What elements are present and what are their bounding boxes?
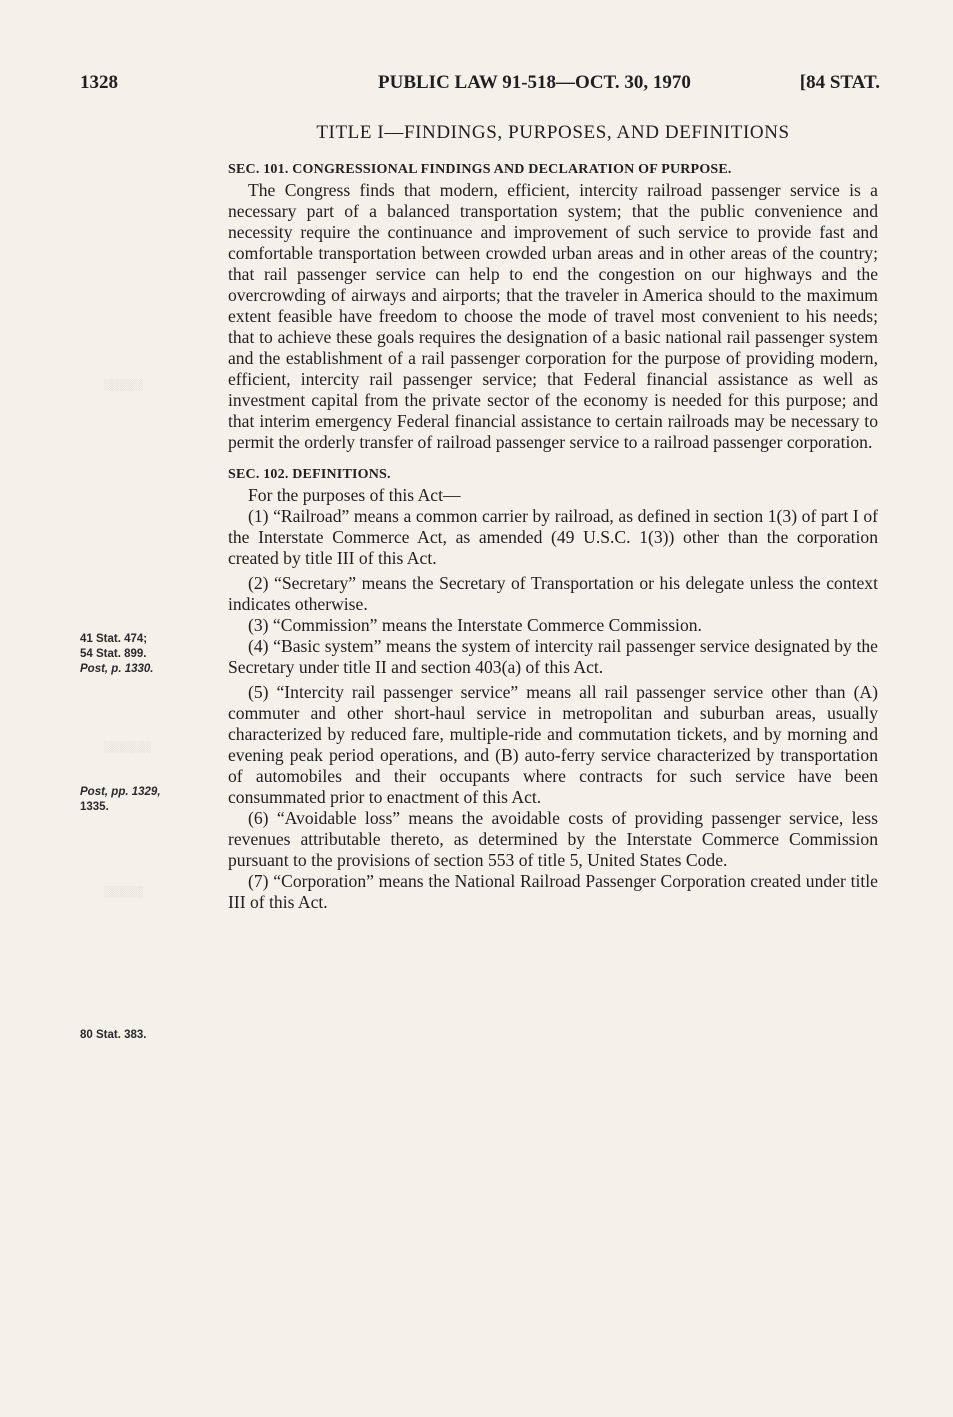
section-heading-102: SEC. 102. DEFINITIONS.	[228, 467, 391, 482]
definition-item: (7) “Corporation” means the National Railroad Passenger Corporation created under title III of this Act.	[228, 871, 878, 912]
body-column	[228, 160, 878, 913]
bleed-through-mark: ░░░░░	[104, 379, 143, 391]
margin-note-line: 54 Stat. 899.	[80, 648, 147, 660]
definition-item: (3) “Commission” means the Interstate Commerce Commission.	[248, 615, 702, 635]
margin-note-citation	[80, 632, 220, 677]
bleed-through-mark: ░░░░░	[104, 886, 143, 898]
running-head	[80, 72, 880, 96]
margin-note-line: 1335.	[80, 801, 109, 813]
section-101-text: The Congress finds that modern, efficient, intercity railroad passenger service is a necessary part of a balanced transportation system; that the public convenience and necessity require the continuance and improvement of such service to provide fast and comfortable transportation between crowded urban areas and in other areas of the country; that rail passenger service can help to end the congestion on our highways and the overcrowding of airways and airports; that the traveler in America should to the maximum extent feasible have freedom to choose the mode of travel most convenient to his needs; that to achieve these goals requires the designation of a basic national rail passenger system and the establishment of a rail passenger corporation for the purpose of providing modern, efficient, intercity rail passenger service; that Federal financial assistance as well as investment capital from the private sector of the economy is needed for this purpose; and that interim emergency Federal financial assistance to certain railroads may be necessary to permit the orderly transfer of railroad passenger service to a railroad passenger corporation.	[228, 180, 878, 452]
margin-note-line: Post, p. 1330.	[80, 663, 154, 675]
section-heading-101: SEC. 101. CONGRESSIONAL FINDINGS AND DECLARATION OF PURPOSE.	[228, 162, 732, 177]
definition-item: (1) “Railroad” means a common carrier by railroad, as defined in section 1(3) of part I of the Interstate Commerce Act, as amended (49 U.S.C. 1(3)) other than the corporation created by title III of this Act.	[228, 506, 878, 568]
title-heading: TITLE I—FINDINGS, PURPOSES, AND DEFINITIONS	[316, 122, 790, 143]
bleed-through-mark: ░░░░░░	[104, 741, 151, 753]
margin-note-line: 41 Stat. 474;	[80, 633, 148, 645]
definition-item: (5) “Intercity rail passenger service” means all rail passenger service other than (A) commuter and other short-haul service in metropolitan and suburban areas, usually characterized by reduced fare, multiple-ride and commutation tickets, and by morning and evening peak period operations, and (B) auto-ferry service characterized by transportation of automobiles and their occupants where contracts for such service have been consummated prior to enactment of this Act.	[228, 682, 878, 807]
definition-item: (2) “Secretary” means the Secretary of Transportation or his delegate unless the context indicates otherwise.	[228, 573, 878, 614]
section-102-intro: For the purposes of this Act—	[248, 485, 461, 505]
margin-note-citation	[80, 1028, 220, 1043]
margin-note-citation	[80, 785, 220, 815]
stat-reference: [84 STAT.	[799, 72, 880, 93]
page-number: 1328	[80, 72, 118, 93]
margin-note-line: Post, pp. 1329,	[80, 786, 161, 798]
running-title: PUBLIC LAW 91-518—OCT. 30, 1970	[378, 72, 691, 93]
margin-note-line: 80 Stat. 383.	[80, 1029, 147, 1041]
definition-item: (4) “Basic system” means the system of intercity rail passenger service designated by the Secretary under title II and section 403(a) of this Act.	[228, 636, 878, 677]
definition-item: (6) “Avoidable loss” means the avoidable costs of providing passenger service, less revenues attributable thereto, as determined by the Interstate Commerce Commission pursuant to the provisions of section 553 of title 5, United States Code.	[228, 808, 878, 870]
